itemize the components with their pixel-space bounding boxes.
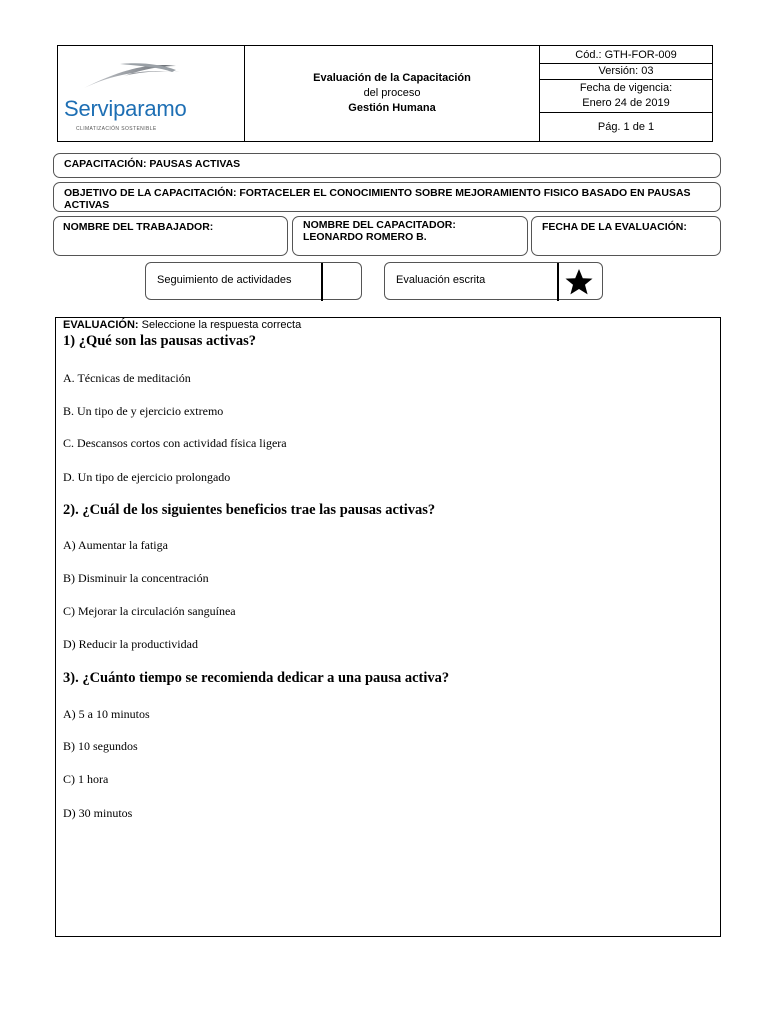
worker-name-field[interactable] [53, 216, 288, 256]
document-meta [540, 46, 712, 141]
worker-name-label: NOMBRE DEL TRABAJADOR: [63, 221, 214, 233]
document-title [245, 46, 539, 141]
question-1-option-b[interactable]: B. Un tipo de y ejercicio extremo [63, 404, 224, 418]
question-2-option-b[interactable]: B) Disminuir la concentración [63, 571, 209, 585]
document-version: Versión: 03 [598, 65, 654, 77]
tracking-option-label: Seguimiento de actividades [157, 274, 292, 286]
question-3-option-d[interactable]: D) 30 minutos [63, 806, 133, 820]
star-icon [563, 266, 595, 298]
trainer-name-label: NOMBRE DEL CAPACITADOR: [303, 219, 456, 231]
evaluation-date-field[interactable] [531, 216, 721, 256]
evaluation-date-label: FECHA DE LA EVALUACIÓN: [542, 221, 687, 233]
question-1-option-a[interactable]: A. Técnicas de meditación [63, 371, 191, 385]
brand-name: Serviparamo [64, 96, 187, 121]
question-3: 3). ¿Cuánto tiempo se recomienda dedicar a una pausa activa? [63, 670, 450, 686]
question-2-option-a[interactable]: A) Aumentar la fatiga [63, 538, 168, 552]
page-number: Pág. 1 de 1 [597, 121, 655, 133]
question-2-option-c[interactable]: C) Mejorar la circulación sanguínea [63, 604, 236, 618]
training-objective: OBJETIVO DE LA CAPACITACIÓN: FORTACELER EL CONOCIMIENTO SOBRE MEJORAMIENTO FISICO BASADO EN PAUSAS ACTIVAS [53, 182, 721, 212]
logo [58, 46, 244, 141]
written-evaluation-label: Evaluación escrita [396, 274, 486, 286]
validity-label: Fecha de vigencia: [579, 82, 673, 94]
title-line-2: del proceso [363, 87, 421, 99]
question-3-option-a[interactable]: A) 5 a 10 minutos [63, 707, 150, 721]
question-2: 2). ¿Cuál de los siguientes beneficios trae las pausas activas? [63, 502, 436, 518]
question-1-option-d[interactable]: D. Un tipo de ejercicio prolongado [63, 470, 231, 484]
tracking-option[interactable] [145, 262, 362, 300]
training-title: CAPACITACIÓN: PAUSAS ACTIVAS [53, 153, 721, 178]
validity-date: Enero 24 de 2019 [582, 97, 670, 109]
question-1-option-c[interactable]: C. Descansos cortos con actividad física ligera [63, 436, 287, 450]
trainer-name-field [292, 216, 528, 256]
title-line-1: Evaluación de la Capacitación [313, 72, 471, 84]
document-code: Cód.: GTH-FOR-009 [575, 49, 677, 61]
evaluation-heading-label: EVALUACIÓN: [63, 319, 139, 331]
trainer-name-value: LEONARDO ROMERO B. [303, 231, 427, 243]
document-header [57, 45, 713, 142]
evaluation-heading [63, 319, 301, 331]
swoosh-logo-icon [80, 58, 190, 94]
evaluation-instruction: Seleccione la respuesta correcta [138, 319, 302, 331]
evaluation-section [55, 317, 721, 937]
question-1: 1) ¿Qué son las pausas activas? [63, 333, 256, 349]
brand-tagline: CLIMATIZACIÓN SOSTENIBLE [76, 126, 157, 132]
written-evaluation-option[interactable] [384, 262, 603, 300]
question-2-option-d[interactable]: D) Reducir la productividad [63, 637, 198, 651]
title-line-3: Gestión Humana [348, 102, 436, 114]
question-3-option-b[interactable]: B) 10 segundos [63, 739, 138, 753]
question-3-option-c[interactable]: C) 1 hora [63, 772, 109, 786]
